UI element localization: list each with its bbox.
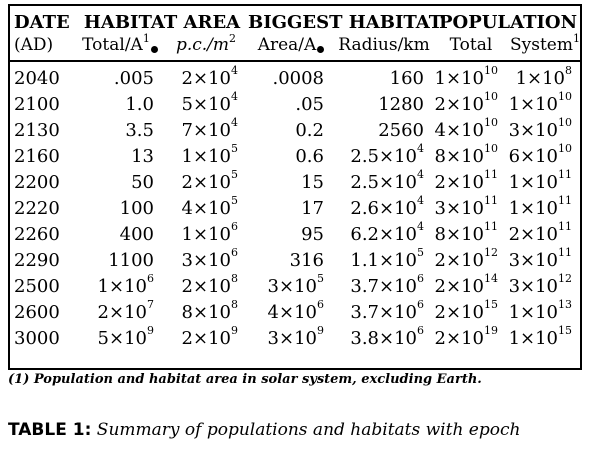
cell-radius-exponent: 5 [417,246,424,259]
footnote-mark: 1 [142,32,150,45]
cell-total-area-exponent: 9 [147,324,154,337]
habitat-table [10,6,582,352]
header-area [248,34,334,61]
cell-pop-total-exponent: 19 [484,324,498,337]
footnote: (1) Population and habitat area in solar system, excluding Earth. [8,372,482,387]
cell-radius-exponent: 4 [417,168,424,181]
cell-pop-system-base: 3×10 [508,120,559,141]
caption-label: TABLE 1: [8,420,92,440]
cell-radius [334,118,434,144]
cell-habitat-area: 15 [301,172,324,193]
cell-habitat-area-base: 3×10 [267,328,317,349]
cell-per-capita-base: 2×10 [181,276,231,297]
cell-pop-total [434,118,508,144]
cell-pop-total-exponent: 10 [484,64,498,77]
cell-pop-system-base: 6×10 [508,146,559,167]
cell-pop-total [434,274,508,300]
cell-habitat-area: .0008 [272,68,324,89]
earth-dot-icon [151,46,158,53]
cell-per-capita [164,170,248,196]
cell-total-area: 400 [119,224,154,245]
cell-radius-base: 160 [389,68,424,89]
cell-pop-system [508,274,582,300]
cell-radius-base: 3.7×10 [350,276,417,297]
cell-pop-system [508,248,582,274]
cell-date: 2100 [14,94,60,115]
cell-pop-total-exponent: 11 [484,194,498,207]
cell-habitat-area: 0.2 [295,120,324,141]
cell-habitat-area-exponent: 9 [317,324,324,337]
cell-radius [334,326,434,352]
cell-pop-system-base: 1×10 [508,198,559,219]
cell-pop-system-base: 1×10 [508,172,559,193]
cell-total-area [76,274,164,300]
cell-pop-system-exponent: 11 [558,168,573,181]
cell-radius-base: 2.5×10 [350,146,417,167]
cell-per-capita [164,196,248,222]
header-pc-label: p.c./m [175,35,230,55]
cell-pop-total [434,222,508,248]
cell-radius-exponent: 4 [417,142,424,155]
cell-radius [334,196,434,222]
cell-pop-total-base: 1×10 [434,68,484,89]
cell-per-capita-exponent: 5 [231,168,238,181]
cell-per-capita [164,144,248,170]
cell-total-area-base: 1×10 [97,276,147,297]
table-row [10,118,582,144]
cell-pop-system-exponent: 13 [558,298,573,311]
table-row [10,300,582,326]
earth-dot-icon [317,46,324,53]
cell-total-area: 1100 [108,250,154,271]
cell-pop-system [508,196,582,222]
cell-pop-total-exponent: 10 [484,142,498,155]
cell-per-capita [164,326,248,352]
cell-radius-base: 1.1×10 [350,250,417,271]
cell-per-capita-exponent: 4 [231,90,238,103]
cell-date: 2200 [14,172,60,193]
cell-per-capita-base: 1×10 [181,146,231,167]
cell-pop-total-exponent: 10 [484,90,498,103]
cell-pop-system [508,300,582,326]
cell-pop-system-exponent: 11 [558,246,573,259]
header-biggest-habitat: BIGGEST HABITAT [248,12,443,33]
cell-habitat-area: 95 [301,224,324,245]
cell-radius [334,222,434,248]
cell-date: 2130 [14,120,60,141]
cell-pop-total-base: 8×10 [434,224,484,245]
cell-pop-system-exponent: 15 [558,324,573,337]
cell-total-area: 50 [131,172,154,193]
header-row-2 [10,34,582,61]
cell-date: 2260 [14,224,60,245]
cell-per-capita-base: 8×10 [181,302,231,323]
cell-pop-system [508,326,582,352]
cell-per-capita [164,61,248,92]
cell-habitat-area-exponent: 6 [317,298,324,311]
cell-pop-total-base: 2×10 [434,94,484,115]
cell-pop-total-exponent: 10 [484,116,498,129]
cell-pop-total-base: 2×10 [434,250,484,271]
cell-date: 2040 [14,68,60,89]
cell-radius [334,274,434,300]
header-radius: Radius/km [338,35,430,55]
header-total-area-label: Total/A [82,35,143,55]
cell-date: 3000 [14,328,60,349]
cell-habitat-area: 17 [301,198,324,219]
cell-pop-system-exponent: 10 [558,90,573,103]
cell-per-capita-base: 3×10 [181,250,231,271]
cell-date: 2290 [14,250,60,271]
cell-radius-base: 2.6×10 [350,198,417,219]
cell-radius [334,170,434,196]
cell-total-area [76,300,164,326]
cell-pop-total [434,326,508,352]
cell-radius-base: 2.5×10 [350,172,417,193]
cell-total-area-base: 2×10 [97,302,147,323]
cell-per-capita-exponent: 6 [231,220,238,233]
cell-pop-total-exponent: 11 [484,168,498,181]
cell-per-capita [164,248,248,274]
cell-per-capita-base: 7×10 [181,120,231,141]
cell-radius-exponent: 4 [417,194,424,207]
table-row [10,326,582,352]
cell-date: 2160 [14,146,60,167]
cell-per-capita-base: 5×10 [181,94,231,115]
header-row-1 [10,6,582,34]
cell-pop-total [434,144,508,170]
cell-pop-total-base: 4×10 [434,120,484,141]
header-habitat-area: HABITAT AREA [83,12,241,33]
cell-pop-system-exponent: 8 [565,64,573,77]
cell-habitat-area-exponent: 5 [317,272,324,285]
table-row [10,61,582,92]
cell-pop-system-base: 3×10 [508,276,559,297]
cell-radius [334,300,434,326]
cell-habitat-area: 316 [289,250,324,271]
cell-radius-base: 3.8×10 [350,328,417,349]
cell-per-capita-base: 1×10 [181,224,231,245]
cell-pop-system [508,61,582,92]
header-date-unit: (AD) [14,35,54,55]
header-per-capita [164,34,248,61]
cell-radius-exponent: 6 [417,324,424,337]
cell-radius-base: 1280 [378,94,424,115]
cell-per-capita-exponent: 4 [231,64,238,77]
cell-pop-total [434,170,508,196]
cell-radius [334,144,434,170]
table-body [10,61,582,352]
cell-pop-total [434,248,508,274]
cell-habitat-area [248,300,334,326]
cell-pop-total-exponent: 11 [484,220,498,233]
cell-pop-system-exponent: 10 [558,116,573,129]
cell-per-capita-exponent: 9 [231,324,238,337]
cell-pop-system-base: 2×10 [508,224,559,245]
cell-pop-total-base: 2×10 [434,276,484,297]
cell-radius-exponent: 6 [417,272,424,285]
cell-radius [334,61,434,92]
cell-pop-system-exponent: 12 [558,272,573,285]
cell-radius-base: 2560 [378,120,424,141]
cell-pop-total-base: 2×10 [434,328,484,349]
cell-per-capita [164,92,248,118]
cell-per-capita-exponent: 5 [231,194,238,207]
caption-text: Summary of populations and habitats with epoch [96,420,521,440]
cell-per-capita [164,222,248,248]
cell-per-capita [164,274,248,300]
cell-habitat-area: .05 [295,94,324,115]
table-row [10,196,582,222]
table-caption [8,420,520,440]
header-pop-total: Total [449,35,493,55]
cell-pop-total-base: 2×10 [434,172,484,193]
cell-total-area: 1.0 [125,94,154,115]
cell-pop-system-exponent: 11 [558,194,573,207]
cell-total-area: 100 [119,198,154,219]
cell-habitat-area [248,274,334,300]
cell-pop-system-exponent: 11 [558,220,573,233]
cell-radius-exponent: 4 [417,220,424,233]
header-pc-sup: 2 [229,32,237,45]
cell-per-capita-base: 4×10 [181,198,231,219]
cell-per-capita [164,118,248,144]
data-table-frame [8,4,582,370]
cell-pop-total-base: 8×10 [434,146,484,167]
cell-per-capita-exponent: 8 [231,298,238,311]
cell-per-capita-exponent: 8 [231,272,238,285]
cell-total-area-exponent: 6 [147,272,154,285]
cell-pop-system-exponent: 10 [558,142,573,155]
cell-pop-system-base: 1×10 [508,94,559,115]
cell-radius [334,92,434,118]
header-area-label: Area/A [257,35,317,55]
table-row [10,274,582,300]
cell-radius-base: 3.7×10 [350,302,417,323]
cell-pop-total-base: 2×10 [434,302,484,323]
table-row [10,144,582,170]
cell-date: 2220 [14,198,60,219]
cell-radius-exponent: 6 [417,298,424,311]
cell-per-capita [164,300,248,326]
cell-per-capita-exponent: 6 [231,246,238,259]
cell-pop-total-exponent: 15 [484,298,498,311]
cell-pop-system [508,144,582,170]
cell-total-area: 3.5 [125,120,154,141]
table-row [10,222,582,248]
cell-per-capita-base: 2×10 [181,172,231,193]
cell-total-area-base: 5×10 [97,328,147,349]
cell-pop-total [434,300,508,326]
header-population: POPULATION [438,12,578,33]
cell-pop-system [508,222,582,248]
cell-pop-system-base: 1×10 [508,328,559,349]
header-total-area [76,34,164,61]
cell-total-area-exponent: 7 [147,298,154,311]
cell-pop-total [434,196,508,222]
cell-radius-base: 6.2×10 [350,224,417,245]
header-pop-system [508,34,582,61]
table-row [10,170,582,196]
cell-total-area: .005 [113,68,154,89]
cell-pop-total [434,61,508,92]
cell-per-capita-exponent: 4 [231,116,238,129]
cell-date: 2500 [14,276,60,297]
cell-pop-total-base: 3×10 [434,198,484,219]
cell-pop-system-base: 1×10 [515,68,566,89]
cell-pop-system-base: 1×10 [508,302,559,323]
cell-pop-total-exponent: 14 [484,272,498,285]
cell-habitat-area: 0.6 [295,146,324,167]
cell-per-capita-base: 2×10 [181,68,231,89]
cell-pop-system-base: 3×10 [508,250,559,271]
cell-habitat-area-base: 3×10 [267,276,317,297]
header-pop-system-label: System [510,35,573,55]
cell-habitat-area [248,326,334,352]
cell-pop-system [508,118,582,144]
cell-date: 2600 [14,302,60,323]
table-row [10,248,582,274]
cell-per-capita-exponent: 5 [231,142,238,155]
cell-per-capita-base: 2×10 [181,328,231,349]
footnote-mark: 1 [573,32,580,45]
cell-pop-system [508,170,582,196]
cell-total-area [76,326,164,352]
table-row [10,92,582,118]
cell-radius [334,248,434,274]
cell-total-area: 13 [131,146,154,167]
header-date: DATE [14,12,70,33]
cell-habitat-area-base: 4×10 [267,302,317,323]
cell-pop-system [508,92,582,118]
cell-pop-total [434,92,508,118]
cell-pop-total-exponent: 12 [484,246,498,259]
